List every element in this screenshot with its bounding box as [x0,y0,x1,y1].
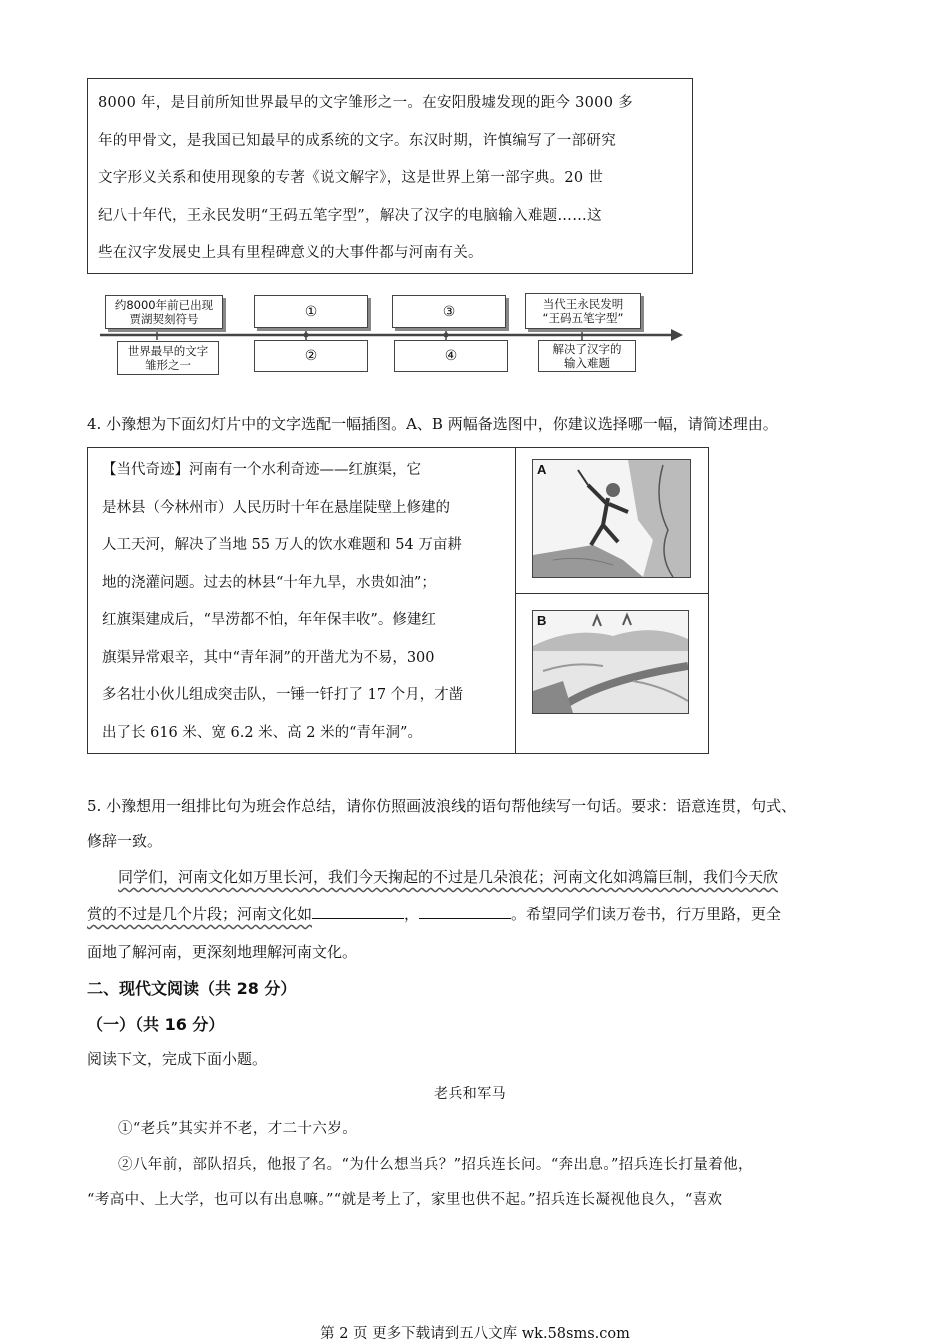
canal-landscape-drawing [533,611,688,713]
passage-line: 年的甲骨文，是我国已知最早的成系统的文字。东汉时期，许慎编写了一部研究 [98,132,616,149]
timeline-bottom-box-1: 世界最早的文字 雏形之一 [117,341,219,375]
image-a-label: A [537,462,547,477]
image-b-label: B [537,613,547,628]
slide-line: 红旗渠建成后，“旱涝都不怕，年年保丰收”。修建红 [102,612,436,628]
cliff-worker-drawing [533,460,690,577]
q5-paragraph-line1 [118,866,778,887]
timeline-top-box-4: 当代王永民发明 “王码五笔字型” [525,293,641,329]
section-2-subtitle: （一）（共 16 分） [87,1015,225,1034]
slide-line: 多名壮小伙儿组成突击队，一锤一钎打了 17 个月，才凿 [102,687,464,703]
passage-line: 些在汉字发展史上具有里程碑意义的大事件都与河南有关。 [98,245,483,261]
timeline-bottom-box-2: ② [254,340,368,372]
story-paragraph-2: ②八年前，部队招兵，他报了名。“为什么想当兵？”招兵连长问。“奔出息。”招兵连长打量着他， [118,1157,753,1173]
slide-line: 【当代奇迹】河南有一个水利奇迹——红旗渠，它 [102,462,421,478]
answer-blank-2[interactable] [419,904,511,919]
timeline-diagram [95,288,685,380]
section-2-title: 二、现代文阅读（共 28 分） [87,979,297,998]
wavy-underlined-sentence: 同学们，河南文化如万里长河，我们今天掬起的不过是几朵浪花；河南文化如鸿篇巨制，我们今天欣 [118,868,779,886]
slide-text [88,448,516,753]
reading-instruction: 阅读下文，完成下面小题。 [87,1050,268,1068]
story-paragraph-2-cont: “考高中、上大学，也可以有出息嘛。”“就是考上了，家里也供不起。”招兵连长凝视他良久，“喜欢 [87,1192,723,1208]
story-title: 老兵和军马 [434,1086,506,1102]
timeline-bottom-box-3: ④ [394,340,508,372]
timeline-top-box-3: ③ [392,295,506,328]
passage-line: 纪八十年代，王永民发明“王码五笔字型”，解决了汉字的电脑输入难题……这 [98,207,602,224]
q5-paragraph-line2: 赏的不过是几个片段；河南文化如 ， 。希望同学们读万卷书，行万里路，更全 [87,905,782,923]
q5-paragraph-line3: 面地了解河南，更深刻地理解河南文化。 [87,943,358,961]
passage-line: 8000 年，是目前所知世界最早的文字雏形之一。在安阳殷墟发现的距今 3000 多 [98,95,633,111]
image-a-cell [516,448,708,594]
timeline-top-box-1: 约8000年前已出现 贾湖契刻符号 [105,295,223,329]
slide-line: 人工天河，解决了当地 55 万人的饮水难题和 54 万亩耕 [102,537,462,553]
question-4-prompt: 4. 小豫想为下面幻灯片中的文字选配一幅插图。A、B 两幅备选图中，你建议选择哪一幅，请简述理由。 [87,415,778,433]
image-b-cell [516,594,708,752]
slide-line: 旗渠异常艰辛，其中“青年洞”的开凿尤为不易，300 [102,649,435,666]
slide-line: 出了长 616 米、宽 6.2 米、高 2 米的“青年洞”。 [102,724,422,741]
wavy-underlined-sentence-end: 赏的不过是几个片段；河南文化如 [87,905,313,923]
timeline-top-box-2: ① [254,295,368,328]
slide-line: 是林县（今林州市）人民历时十年在悬崖陡壁上修建的 [102,499,450,516]
passage-box [87,78,693,274]
slide-line: 地的浇灌问题。过去的林县“十年九旱，水贵如油”； [102,574,436,591]
story-paragraph-1: ①“老兵”其实并不老，才二十六岁。 [118,1121,358,1137]
question-5-prompt-line1: 5. 小豫想用一组排比句为班会作总结，请你仿照画波浪线的语句帮他续写一句话。要求：语意连贯，句式、 [87,797,797,815]
timeline-bottom-box-4: 解决了汉字的 输入难题 [538,340,636,372]
image-a-illustration [532,459,691,578]
slide-table [87,447,709,754]
question-5-prompt-line2: 修辞一致。 [87,832,163,850]
page-footer: 第 2 页 更多下载请到五八文库 wk.58sms.com [320,1326,630,1342]
image-b-illustration [532,610,689,714]
answer-blank-1[interactable] [312,904,404,919]
passage-line: 文字形义关系和使用现象的专著《说文解字》，这是世界上第一部字典。20 世 [98,170,604,186]
